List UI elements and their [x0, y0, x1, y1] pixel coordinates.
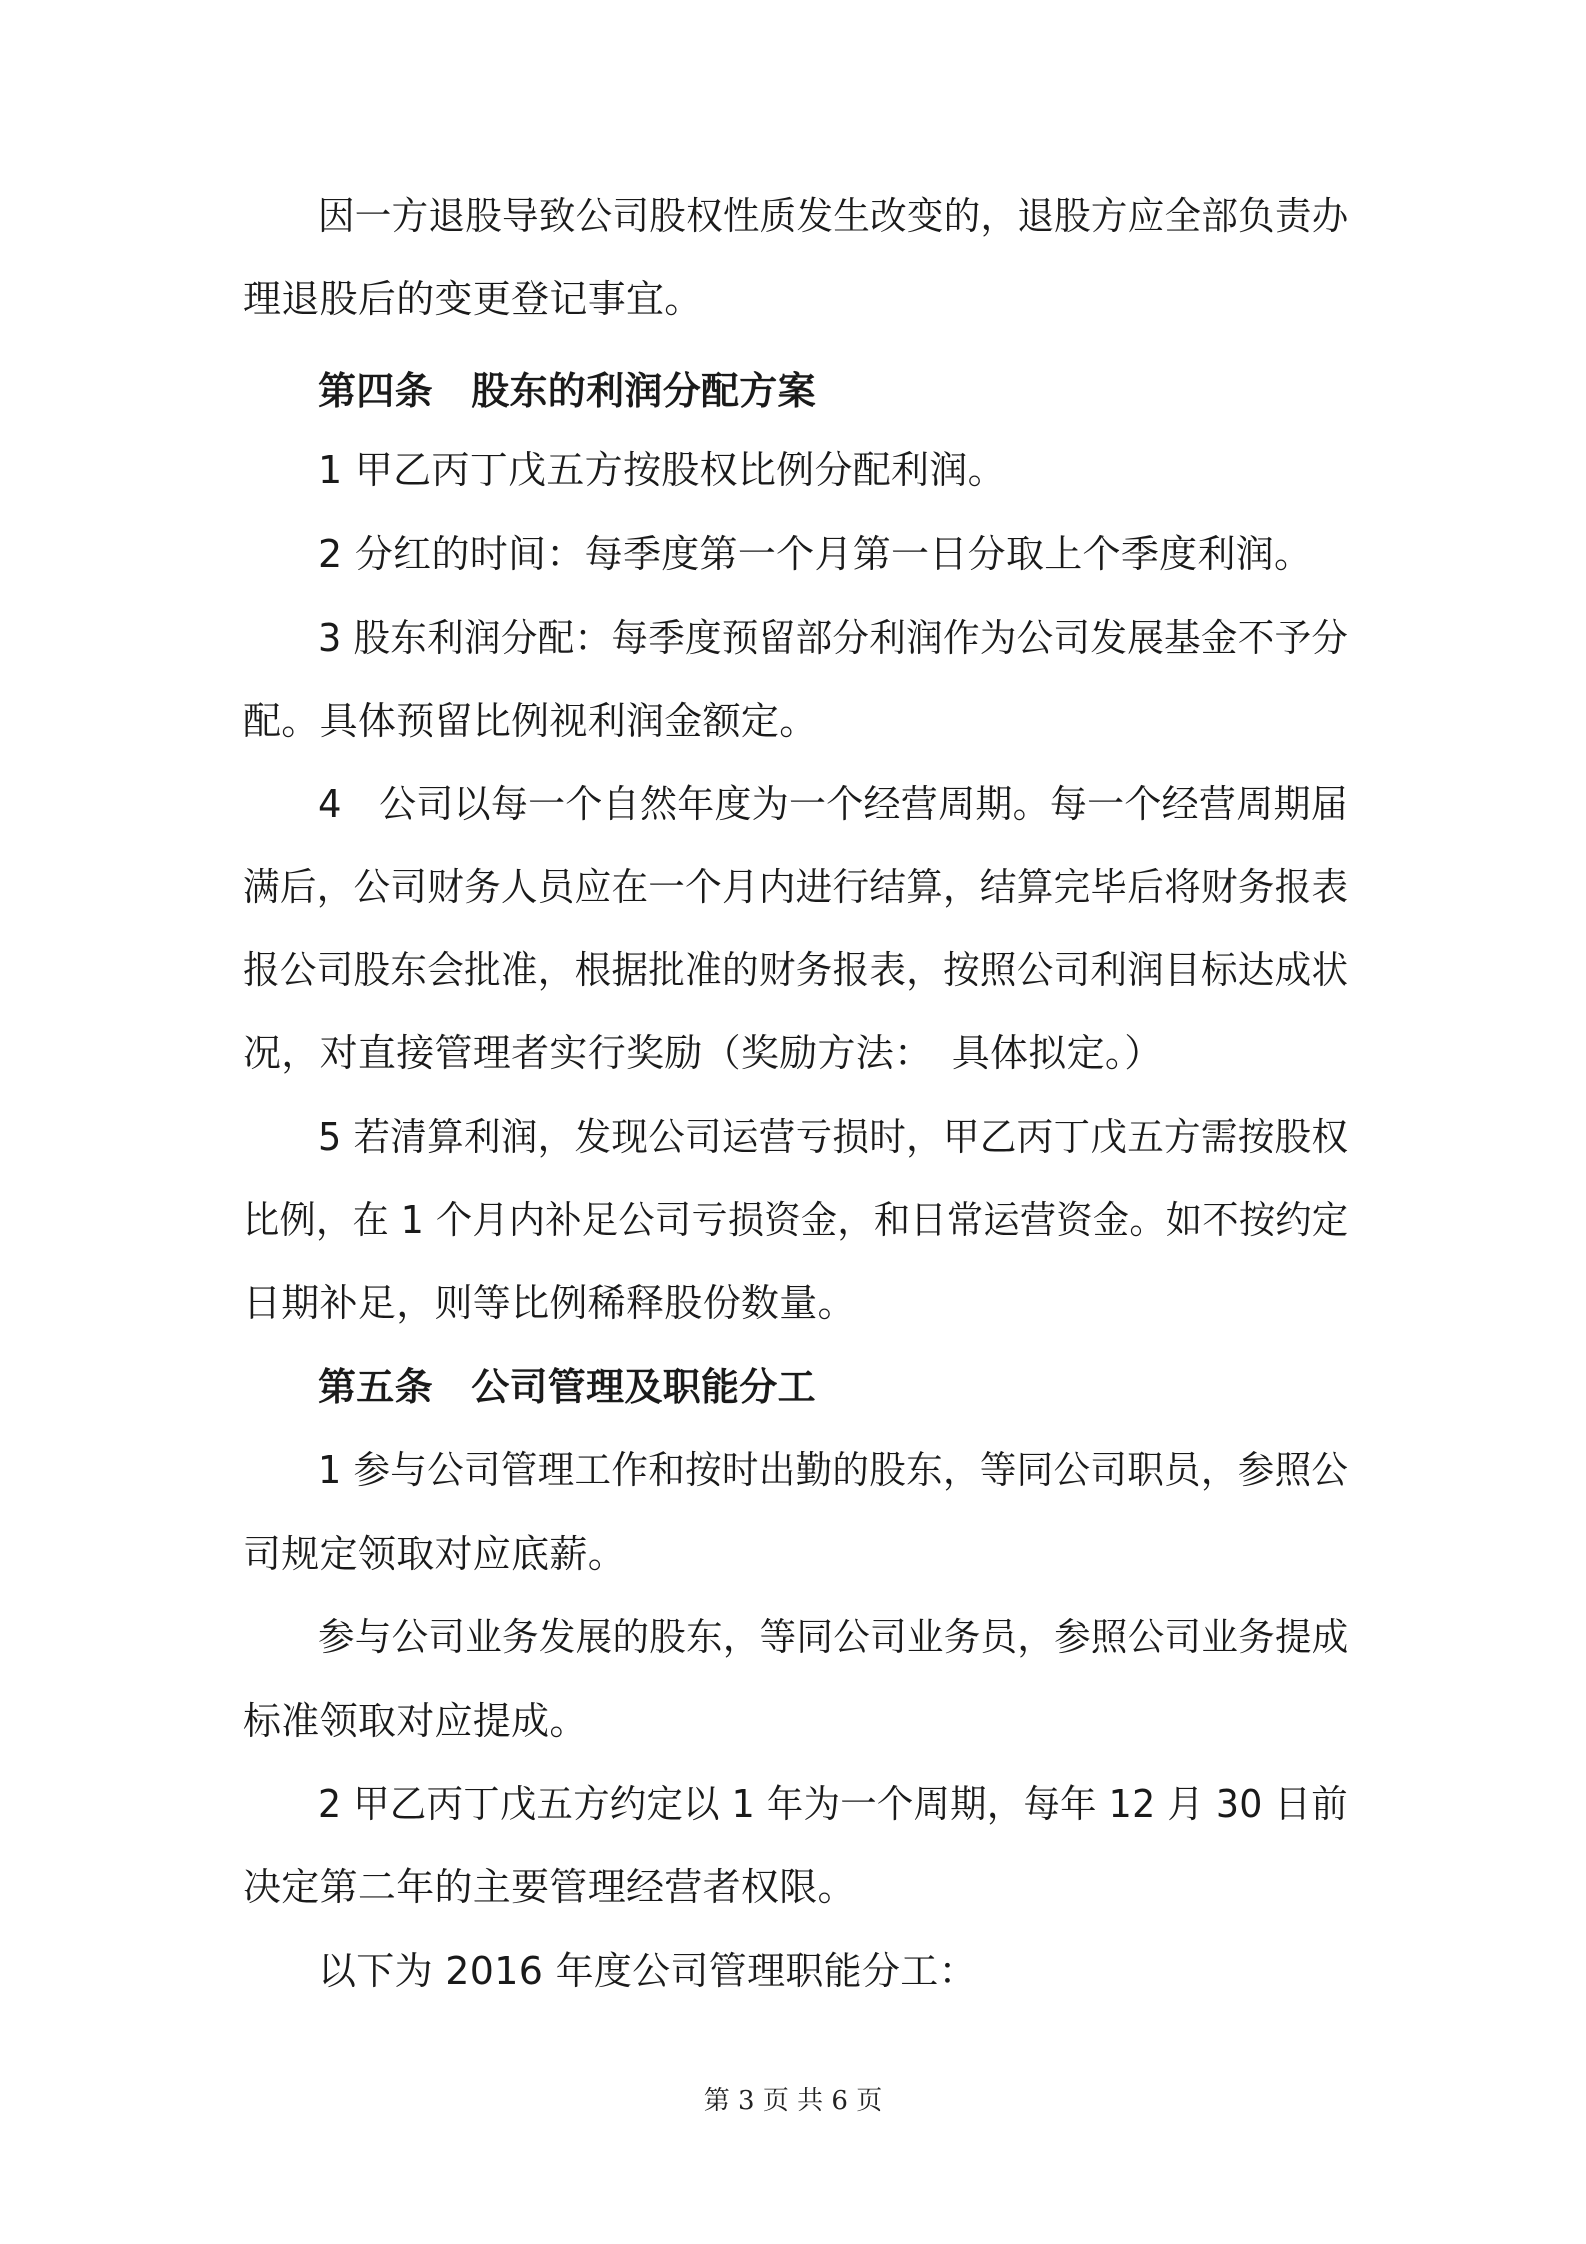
paragraph-line: 满后，公司财务人员应在一个月内进行结算，结算完毕后将财务报表 — [243, 865, 1349, 909]
paragraph-line: 5 若清算利润，发现公司运营亏损时，甲乙丙丁戊五方需按股权 — [318, 1115, 1349, 1159]
paragraph-line: 况，对直接管理者实行奖励（奖励方法： 具体拟定。） — [243, 1031, 1163, 1075]
paragraph-line: 因一方退股导致公司股权性质发生改变的，退股方应全部负责办 — [318, 194, 1349, 238]
paragraph-line: 司规定领取对应底薪。 — [243, 1532, 627, 1576]
paragraph-line: 比例，在 1 个月内补足公司亏损资金，和日常运营资金。如不按约定 — [243, 1198, 1349, 1242]
paragraph-line: 1 参与公司管理工作和按时出勤的股东，等同公司职员，参照公 — [318, 1448, 1349, 1492]
paragraph-line: 以下为 2016 年度公司管理职能分工： — [318, 1949, 977, 1993]
paragraph-line: 4 公司以每一个自然年度为一个经营周期。每一个经营周期届 — [318, 782, 1349, 826]
paragraph-line: 1 甲乙丙丁戊五方按股权比例分配利润。 — [318, 448, 1006, 492]
paragraph-line: 3 股东利润分配：每季度预留部分利润作为公司发展基金不予分 — [318, 616, 1349, 660]
section-heading: 第四条 股东的利润分配方案 — [318, 369, 816, 413]
page-footer: 第 3 页 共 6 页 — [703, 2086, 883, 2116]
paragraph-line: 决定第二年的主要管理经营者权限。 — [243, 1865, 856, 1909]
paragraph-line: 日期补足，则等比例稀释股份数量。 — [243, 1281, 856, 1325]
paragraph-line: 理退股后的变更登记事宜。 — [243, 277, 703, 321]
paragraph-line: 配。具体预留比例视利润金额定。 — [243, 699, 818, 743]
paragraph-line: 2 分红的时间：每季度第一个月第一日分取上个季度利润。 — [318, 532, 1313, 576]
paragraph-line: 参与公司业务发展的股东，等同公司业务员，参照公司业务提成 — [318, 1615, 1349, 1659]
paragraph-line: 2 甲乙丙丁戊五方约定以 1 年为一个周期，每年 12 月 30 日前 — [318, 1782, 1348, 1826]
paragraph-line: 标准领取对应提成。 — [243, 1699, 588, 1743]
section-heading: 第五条 公司管理及职能分工 — [318, 1365, 816, 1409]
paragraph-line: 报公司股东会批准，根据批准的财务报表，按照公司利润目标达成状 — [243, 948, 1349, 992]
